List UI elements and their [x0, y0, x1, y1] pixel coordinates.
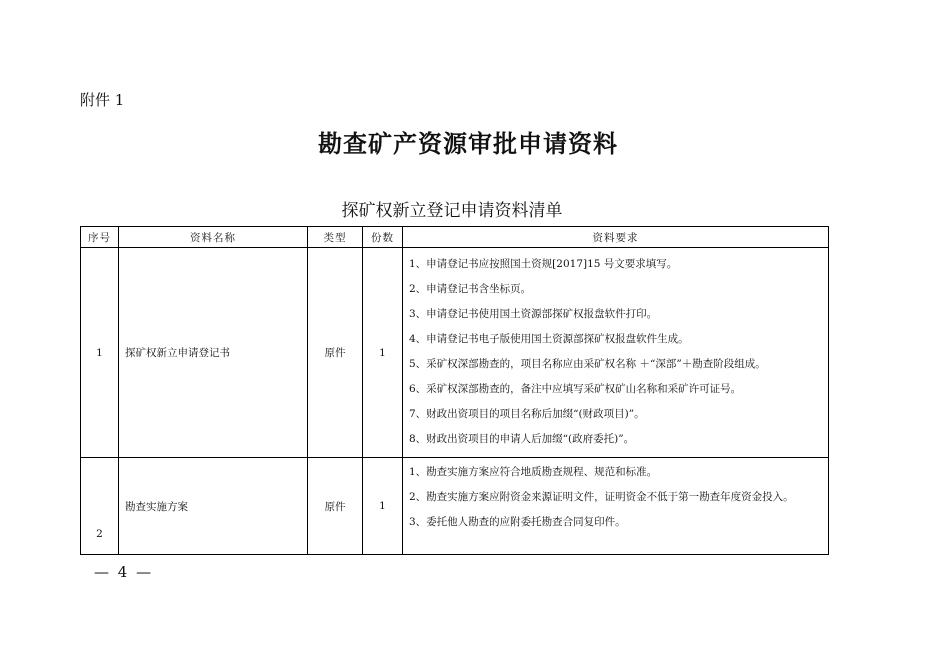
table-row [81, 458, 829, 555]
header-name: 资料名称 [119, 227, 308, 248]
requirement-item: 1、勘查实施方案应符合地质勘查规程、规范和标准。 [409, 466, 658, 478]
page-number: — 4 — [94, 563, 154, 581]
row-requirements [403, 248, 829, 458]
requirements-table [80, 226, 829, 555]
table-header-row [81, 227, 829, 248]
requirement-item: 1、申请登记书应按照国土资规[2017]15 号文要求填写。 [409, 258, 678, 270]
header-count: 份数 [363, 227, 403, 248]
row-count: 1 [363, 248, 403, 458]
row-name: 勘查实施方案 [119, 458, 308, 555]
requirement-item: 3、委托他人勘查的应附委托勘查合同复印件。 [409, 516, 626, 528]
row-number: 1 [81, 248, 119, 458]
requirement-item: 7、财政出资项目的项目名称后加缀“(财政项目)”。 [409, 408, 645, 420]
requirement-item: 2、勘查实施方案应附资金来源证明文件，证明资金不低于第一勘查年度资金投入。 [409, 491, 794, 503]
requirement-item: 6、采矿权深部勘查的，备注中应填写采矿权矿山名称和采矿许可证号。 [409, 383, 742, 395]
attachment-label: 附件 1 [80, 91, 125, 109]
row-number: 2 [81, 458, 119, 555]
requirement-item: 4、申请登记书电子版使用国土资源部探矿权报盘软件生成。 [409, 333, 689, 345]
requirement-item: 2、申请登记书含坐标页。 [409, 283, 532, 295]
header-type: 类型 [308, 227, 363, 248]
table-row [81, 248, 829, 458]
row-name: 探矿权新立申请登记书 [119, 248, 308, 458]
row-type: 原件 [308, 458, 363, 555]
requirement-item: 3、申请登记书使用国土资源部探矿权报盘软件打印。 [409, 308, 658, 320]
row-count: 1 [363, 458, 403, 555]
requirement-item: 8、财政出资项目的申请人后加缀“(政府委托)”。 [409, 433, 635, 445]
document-title: 勘查矿产资源审批申请资料 [318, 129, 618, 158]
requirement-item: 5、采矿权深部勘查的，项目名称应由采矿权名称 ＋“深部”＋勘查阶段组成。 [409, 358, 766, 370]
header-requirements: 资料要求 [403, 227, 829, 248]
table-title: 探矿权新立登记申请资料清单 [341, 201, 563, 221]
row-type: 原件 [308, 248, 363, 458]
header-no: 序号 [81, 227, 119, 248]
row-requirements [403, 458, 829, 555]
